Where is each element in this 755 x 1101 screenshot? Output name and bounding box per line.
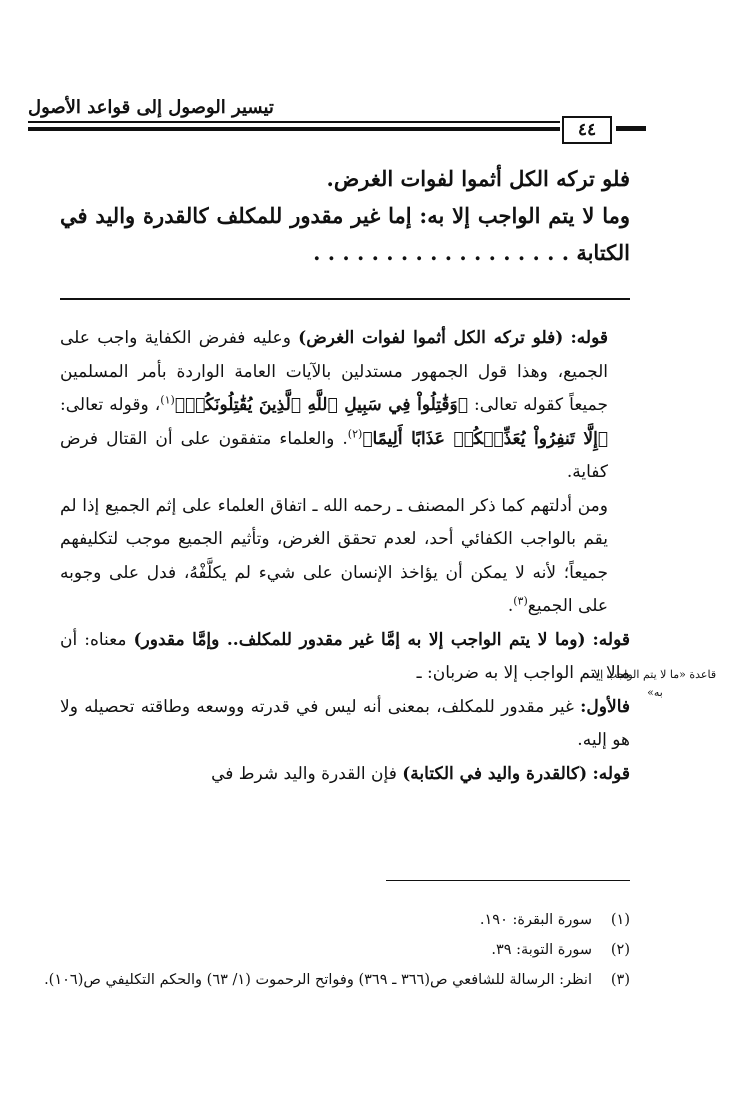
keyword-label: قوله: — [570, 328, 608, 348]
keyword-label: قوله: — [592, 629, 631, 650]
matn-separator-rule — [60, 298, 630, 300]
footnote-separator-rule — [386, 880, 630, 881]
paragraph-text: . والعلماء متفقون على أن القتال فرض كفاية. — [60, 428, 608, 482]
footnote-number: (١) — [610, 912, 630, 928]
footnote-ref: (٢) — [347, 426, 363, 440]
quoted-matn: (كالقدرة واليد في الكتابة) — [402, 763, 588, 784]
keyword-label: قوله: — [592, 763, 630, 784]
quran-verse: ﴿وَقَٰتِلُواْ فِي سَبِيلِ ٱللَّهِ ٱلَّذِينَ يُقَٰتِلُونَكُمۡ﴾ — [174, 395, 468, 415]
quoted-matn: (فلو تركه الكل أثموا لفوات الغرض) — [298, 328, 564, 348]
matn-line: وما لا يتم الواجب إلا به: إما غير مقدور للمكلف كالقدرة واليد في الكتابة . . . . . . . . . . . . . . . . . . — [60, 203, 630, 265]
commentary-paragraph — [60, 322, 630, 490]
footnote — [40, 905, 630, 935]
footnote-text: سورة البقرة: ١٩٠. — [479, 912, 592, 928]
keyword-label: فالأول: — [580, 696, 630, 717]
paragraph-text: ، وقوله تعالى: — [60, 395, 161, 415]
footnote-ref: (٣) — [513, 594, 528, 608]
header-rule-thick — [28, 127, 560, 131]
running-header-title: تيسير الوصول إلى قواعد الأصول — [28, 97, 274, 118]
paragraph-text: وعليه ففرض الكفاية واجب على الجميع، وهذا قول الجمهور مستدلين بالآيات العامة الواردة بأمر المسلمين جميعاً كقوله تعالى: — [60, 328, 609, 415]
commentary-paragraph — [60, 758, 630, 792]
footnote-ref: (١) — [160, 393, 175, 407]
paragraph-text: معناه: أن مالا يتم الواجب إلا به ضربان: ـ — [60, 629, 630, 683]
commentary — [60, 322, 630, 791]
footnote-text: انظر: الرسالة للشافعي ص(٣٦٦ ـ ٣٦٩) وفواتح الرحموت (١/ ٦٣) والحكم التكليفي ص(١٠٦). — [44, 972, 592, 988]
footnotes — [40, 905, 630, 995]
footnote — [40, 965, 630, 995]
commentary-paragraph — [60, 490, 630, 624]
quran-verse: ﴿إِلَّا تَنفِرُواْ يُعَذِّبۡكُمۡ عَذَابًا أَلِيمًا﴾ — [362, 428, 609, 449]
paragraph-text: . — [507, 596, 514, 616]
commentary-paragraph — [60, 624, 630, 691]
quoted-matn: (وما لا يتم الواجب إلا به إمَّا غير مقدور للمكلف.. وإمَّا مقدور) — [133, 629, 586, 650]
commentary-paragraph — [60, 691, 630, 758]
header-rule-thin — [28, 121, 560, 123]
matn-text — [60, 160, 630, 271]
footnote-number: (٣) — [610, 972, 630, 988]
paragraph-text: فإن القدرة واليد شرط في — [211, 763, 397, 784]
header-rule-ornament — [616, 126, 646, 131]
paragraph-text: غير مقدور للمكلف، بمعنى أنه ليس في قدرته ووسعه وطاقته تحصيله ولا هو إليه. — [60, 696, 630, 750]
page-number: ٤٤ — [562, 116, 612, 144]
footnote — [40, 935, 630, 965]
paragraph-text: ومن أدلتهم كما ذكر المصنف ـ رحمه الله ـ اتفاق العلماء على إثم الجميع إذا لم يقم بالواجب الكفائي أحد، لعدم تحقق الغرض، وتأثيم الجميع موجب لتكليفهم جميعاً؛ لأنه لا يمكن أن يؤاخذ الإنسان على شيء لم يكلَّفْهُ، فدل على وجوبه على الجميع — [60, 495, 608, 616]
footnote-text: سورة التوبة: ٣٩. — [491, 942, 592, 958]
footnote-number: (٢) — [610, 942, 630, 958]
margin-note: قاعدة «ما لا يتم الواجب إلا به» — [593, 668, 717, 699]
matn-line: فلو تركه الكل أثموا لفوات الغرض. — [326, 166, 630, 191]
